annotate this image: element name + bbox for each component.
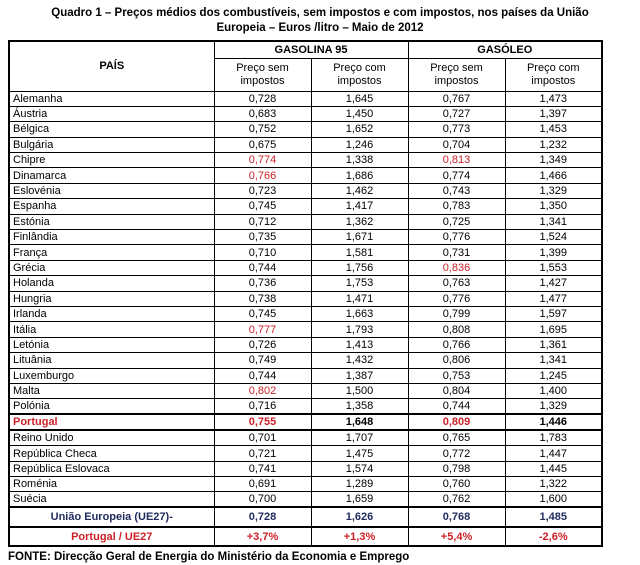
price-cell: 0,768 <box>408 507 505 527</box>
price-cell: 1,753 <box>311 276 408 291</box>
price-cell: 0,700 <box>214 492 311 508</box>
table-row <box>9 122 602 137</box>
price-cell: 1,648 <box>311 414 408 430</box>
price-cell: 0,799 <box>408 306 505 321</box>
price-cell: 1,387 <box>311 368 408 383</box>
price-cell: 1,413 <box>311 337 408 352</box>
price-cell: 1,471 <box>311 291 408 306</box>
price-cell: 1,659 <box>311 492 408 508</box>
price-cell: 0,675 <box>214 137 311 152</box>
price-cell: 0,725 <box>408 214 505 229</box>
price-cell: 0,716 <box>214 399 311 415</box>
table-row <box>9 153 602 168</box>
price-cell: 1,450 <box>311 106 408 121</box>
sub-header-label: Preço com impostos <box>526 61 580 87</box>
price-cell: 1,349 <box>505 153 602 168</box>
table-row <box>9 306 602 321</box>
price-cell: 1,432 <box>311 353 408 368</box>
price-cell: 1,338 <box>311 153 408 168</box>
price-cell: 1,361 <box>505 337 602 352</box>
price-cell: 0,760 <box>408 477 505 492</box>
price-cell: 0,727 <box>408 106 505 121</box>
price-cell: 0,683 <box>214 106 311 121</box>
price-cell: 1,246 <box>311 137 408 152</box>
price-cell: 1,783 <box>505 430 602 446</box>
price-cell: 0,755 <box>214 414 311 430</box>
column-header-gasoleo-com-impostos <box>505 58 602 91</box>
country-cell: Itália <box>9 322 214 337</box>
price-cell: +5,4% <box>408 527 505 547</box>
country-cell: Malta <box>9 383 214 398</box>
price-cell: 1,597 <box>505 306 602 321</box>
table-row <box>9 106 602 121</box>
table-row <box>9 368 602 383</box>
sub-header-label: Preço sem impostos <box>236 61 289 87</box>
price-cell: 1,574 <box>311 461 408 476</box>
table-row <box>9 383 602 398</box>
price-cell: 0,710 <box>214 245 311 260</box>
price-cell: 0,809 <box>408 414 505 430</box>
price-cell: 1,626 <box>311 507 408 527</box>
price-cell: 1,707 <box>311 430 408 446</box>
price-cell: 0,806 <box>408 353 505 368</box>
price-cell: 1,362 <box>311 214 408 229</box>
price-cell: 0,704 <box>408 137 505 152</box>
price-cell: 0,766 <box>214 168 311 183</box>
column-group-gasoleo: GASÓLEO <box>408 41 602 58</box>
country-cell: República Eslovaca <box>9 461 214 476</box>
price-cell: 0,726 <box>214 337 311 352</box>
price-cell: 0,836 <box>408 260 505 275</box>
table-body <box>9 91 602 546</box>
price-cell: 1,600 <box>505 492 602 508</box>
price-cell: 1,652 <box>311 122 408 137</box>
price-cell: 0,701 <box>214 430 311 446</box>
table-row <box>9 230 602 245</box>
country-cell: Portugal / UE27 <box>9 527 214 547</box>
country-cell: Holanda <box>9 276 214 291</box>
price-cell: +1,3% <box>311 527 408 547</box>
price-cell: 0,802 <box>214 383 311 398</box>
price-cell: 0,765 <box>408 430 505 446</box>
sub-header-label: Preço com impostos <box>333 61 386 87</box>
table-row <box>9 168 602 183</box>
price-cell: 0,763 <box>408 276 505 291</box>
country-cell: Polónia <box>9 399 214 415</box>
country-cell: Áustria <box>9 106 214 121</box>
price-cell: 0,738 <box>214 291 311 306</box>
price-cell: 0,728 <box>214 91 311 106</box>
price-cell: 1,477 <box>505 291 602 306</box>
price-cell: 0,744 <box>214 260 311 275</box>
country-cell: Portugal <box>9 414 214 430</box>
price-cell: 1,671 <box>311 230 408 245</box>
country-cell: Estónia <box>9 214 214 229</box>
country-cell: Alemanha <box>9 91 214 106</box>
price-cell: 0,773 <box>408 122 505 137</box>
country-cell: República Checa <box>9 446 214 461</box>
price-cell: 0,744 <box>214 368 311 383</box>
price-cell: 1,245 <box>505 368 602 383</box>
price-cell: 1,663 <box>311 306 408 321</box>
table-row <box>9 199 602 214</box>
price-cell: 1,462 <box>311 183 408 198</box>
table-row <box>9 322 602 337</box>
price-cell: 1,232 <box>505 137 602 152</box>
price-cell: -2,6% <box>505 527 602 547</box>
column-header-g95-sem-impostos <box>214 58 311 91</box>
price-cell: 1,322 <box>505 477 602 492</box>
country-cell: Luxemburgo <box>9 368 214 383</box>
group-header-row <box>9 41 602 58</box>
price-cell: 1,289 <box>311 477 408 492</box>
table-row <box>9 137 602 152</box>
price-cell: 0,723 <box>214 183 311 198</box>
country-cell: Eslovénia <box>9 183 214 198</box>
fuel-price-table <box>8 40 603 547</box>
price-cell: 0,767 <box>408 91 505 106</box>
country-cell: Chipre <box>9 153 214 168</box>
table-row <box>9 245 602 260</box>
table-row <box>9 414 602 430</box>
price-cell: 0,774 <box>408 168 505 183</box>
table-row <box>9 183 602 198</box>
price-cell: 1,417 <box>311 199 408 214</box>
price-cell: 0,691 <box>214 477 311 492</box>
country-cell: União Europeia (UE27)- <box>9 507 214 527</box>
price-cell: 1,524 <box>505 230 602 245</box>
table-row <box>9 430 602 446</box>
price-cell: 1,473 <box>505 91 602 106</box>
price-cell: 1,427 <box>505 276 602 291</box>
price-cell: 0,808 <box>408 322 505 337</box>
price-cell: 0,766 <box>408 337 505 352</box>
source-note: FONTE: Direcção Geral de Energia do Ministério da Economia e Emprego <box>8 551 410 564</box>
price-cell: 1,445 <box>505 461 602 476</box>
table-title: Quadro 1 – Preços médios dos combustíveis, sem impostos e com impostos, nos países da União Europeia – Euros /litro – Maio de 2012 <box>51 7 589 34</box>
price-cell: 0,774 <box>214 153 311 168</box>
price-cell: 0,798 <box>408 461 505 476</box>
column-group-gasolina95: GASOLINA 95 <box>214 41 408 58</box>
price-cell: 1,695 <box>505 322 602 337</box>
price-cell: 1,756 <box>311 260 408 275</box>
price-cell: 1,397 <box>505 106 602 121</box>
price-cell: 1,400 <box>505 383 602 398</box>
price-cell: 0,752 <box>214 122 311 137</box>
price-cell: 0,745 <box>214 306 311 321</box>
country-cell: Espanha <box>9 199 214 214</box>
table-row <box>9 214 602 229</box>
price-cell: 0,745 <box>214 199 311 214</box>
country-cell: Letónia <box>9 337 214 352</box>
price-cell: 0,721 <box>214 446 311 461</box>
column-header-pais: PAÍS <box>9 41 214 91</box>
country-cell: Roménia <box>9 477 214 492</box>
table-row <box>9 446 602 461</box>
country-cell: Bélgica <box>9 122 214 137</box>
price-cell: 1,453 <box>505 122 602 137</box>
table-header <box>9 41 602 91</box>
price-cell: 1,475 <box>311 446 408 461</box>
price-cell: 0,804 <box>408 383 505 398</box>
price-cell: 1,329 <box>505 399 602 415</box>
table-row <box>9 507 602 527</box>
price-cell: 1,645 <box>311 91 408 106</box>
country-cell: Bulgária <box>9 137 214 152</box>
price-cell: 1,341 <box>505 353 602 368</box>
price-cell: 1,329 <box>505 183 602 198</box>
price-cell: 1,686 <box>311 168 408 183</box>
price-cell: 1,553 <box>505 260 602 275</box>
table-row <box>9 260 602 275</box>
country-cell: Grécia <box>9 260 214 275</box>
price-cell: 0,712 <box>214 214 311 229</box>
column-header-g95-com-impostos <box>311 58 408 91</box>
column-header-gasoleo-sem-impostos <box>408 58 505 91</box>
price-cell: 1,446 <box>505 414 602 430</box>
country-cell: França <box>9 245 214 260</box>
price-cell: 0,728 <box>214 507 311 527</box>
table-row <box>9 492 602 508</box>
price-cell: 1,358 <box>311 399 408 415</box>
price-cell: 1,350 <box>505 199 602 214</box>
table-row <box>9 399 602 415</box>
price-cell: 0,731 <box>408 245 505 260</box>
price-cell: +3,7% <box>214 527 311 547</box>
price-cell: 0,735 <box>214 230 311 245</box>
country-cell: Finlândia <box>9 230 214 245</box>
price-cell: 0,741 <box>214 461 311 476</box>
country-cell: Hungria <box>9 291 214 306</box>
price-cell: 1,399 <box>505 245 602 260</box>
table-row <box>9 527 602 547</box>
table-row <box>9 353 602 368</box>
price-cell: 0,736 <box>214 276 311 291</box>
price-cell: 1,581 <box>311 245 408 260</box>
price-cell: 0,777 <box>214 322 311 337</box>
country-cell: Lituânia <box>9 353 214 368</box>
country-cell: Irlanda <box>9 306 214 321</box>
price-cell: 1,485 <box>505 507 602 527</box>
table-row <box>9 291 602 306</box>
table-row <box>9 461 602 476</box>
price-cell: 1,447 <box>505 446 602 461</box>
country-cell: Suécia <box>9 492 214 508</box>
price-cell: 1,341 <box>505 214 602 229</box>
table-row <box>9 337 602 352</box>
table-row <box>9 477 602 492</box>
price-cell: 1,466 <box>505 168 602 183</box>
price-cell: 1,500 <box>311 383 408 398</box>
country-cell: Dinamarca <box>9 168 214 183</box>
price-cell: 0,783 <box>408 199 505 214</box>
price-cell: 0,749 <box>214 353 311 368</box>
price-cell: 1,793 <box>311 322 408 337</box>
price-cell: 0,744 <box>408 399 505 415</box>
sub-header-label: Preço sem impostos <box>430 61 483 87</box>
price-cell: 0,762 <box>408 492 505 508</box>
price-cell: 0,743 <box>408 183 505 198</box>
table-row <box>9 91 602 106</box>
price-cell: 0,753 <box>408 368 505 383</box>
price-cell: 0,776 <box>408 230 505 245</box>
price-cell: 0,813 <box>408 153 505 168</box>
price-cell: 0,772 <box>408 446 505 461</box>
price-cell: 0,776 <box>408 291 505 306</box>
country-cell: Reino Unido <box>9 430 214 446</box>
table-row <box>9 276 602 291</box>
